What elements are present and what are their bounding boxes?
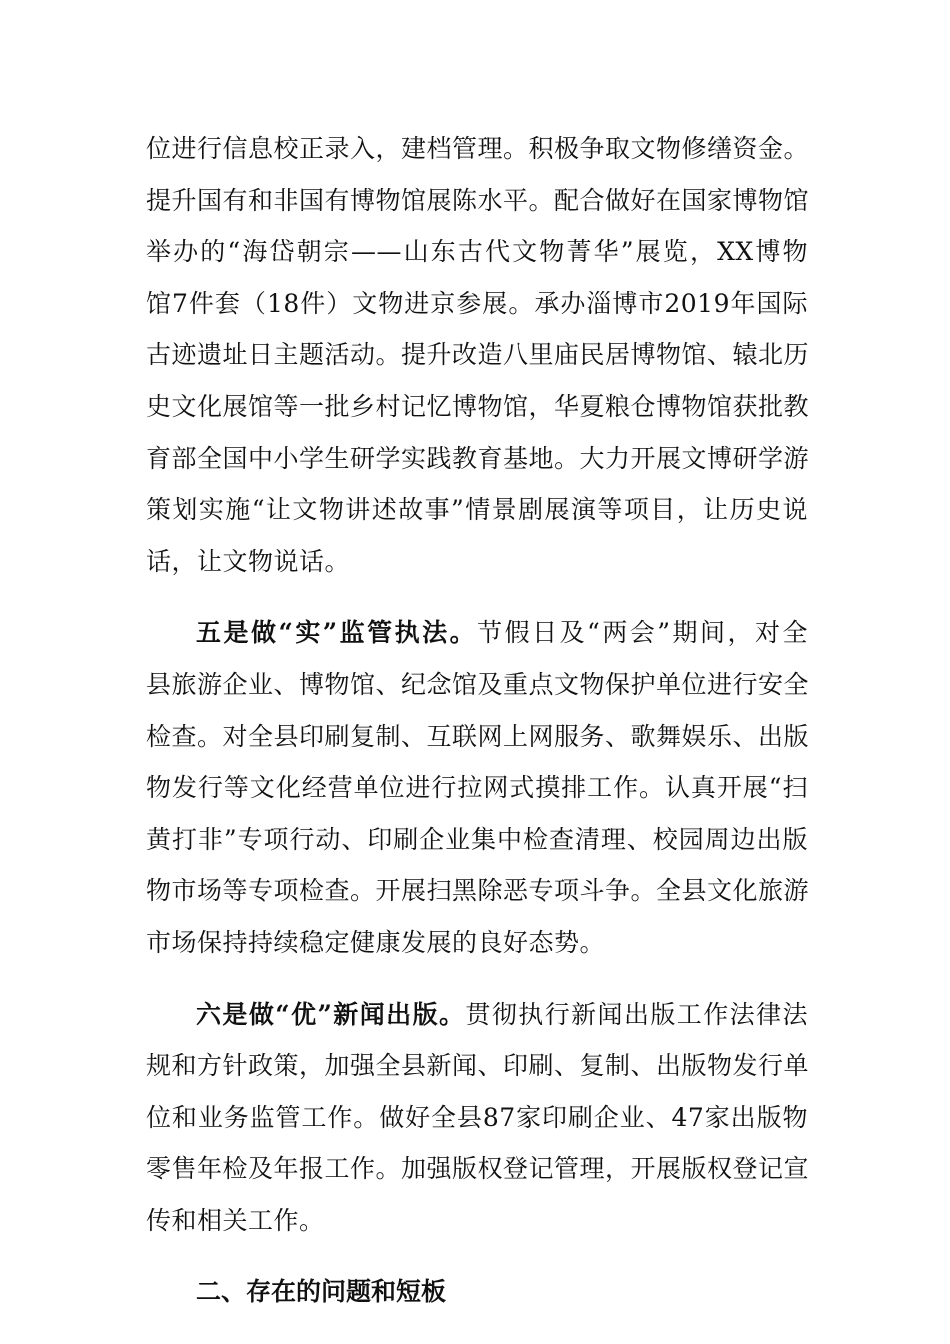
text-line: 史文化展馆等一批乡村记忆博物馆，华夏粮仓博物馆获批教 xyxy=(146,391,810,421)
text-line: 物发行等文化经营单位进行拉网式摸排工作。认真开展“扫 xyxy=(146,773,808,803)
text-line xyxy=(146,607,808,659)
text-line: 县旅游企业、博物馆、纪念馆及重点文物保护单位进行安全 xyxy=(146,669,810,699)
text-line: 话，让文物说话。 xyxy=(146,546,351,576)
text-line: 零售年检及年报工作。加强版权登记管理，开展版权登记宣 xyxy=(146,1154,810,1184)
text-line: 育部全国中小学生研学实践教育基地。大力开展文博研学游 xyxy=(146,443,810,473)
text-line: 举办的“海岱朝宗——山东古代文物菁华”展览，XX博物 xyxy=(146,237,808,267)
text-line: 馆7件套（18件）文物进京参展。承办淄博市2019年国际 xyxy=(146,288,808,318)
paragraph-supervision xyxy=(146,607,808,968)
text-line: 传和相关工作。 xyxy=(146,1205,325,1235)
text-line xyxy=(146,989,808,1041)
text-line: 物市场等专项检查。开展扫黑除恶专项斗争。全县文化旅游 xyxy=(146,876,810,906)
text-line: 策划实施“让文物讲述故事”情景剧展演等项目，让历史说 xyxy=(146,495,808,525)
text-line: 规和方针政策，加强全县新闻、印刷、复制、出版物发行单 xyxy=(146,1051,810,1081)
text-line: 位进行信息校正录入，建档管理。积极争取文物修缮资金。 xyxy=(146,134,810,163)
paragraph-museums xyxy=(146,123,808,587)
paragraph-lead: 六是做“优”新闻出版。 xyxy=(196,999,466,1029)
text-line: 位和业务监管工作。做好全县87家印刷企业、47家出版物 xyxy=(146,1102,808,1132)
text-line: 市场保持持续稳定健康发展的良好态势。 xyxy=(146,927,606,957)
paragraph-text: 贯彻执行新闻出版工作法律法 xyxy=(465,999,808,1029)
paragraph-lead: 五是做“实”监管执法。 xyxy=(196,618,478,648)
text-line: 提升国有和非国有博物馆展陈水平。配合做好在国家博物馆 xyxy=(146,185,810,215)
document-body xyxy=(146,123,808,1318)
text-line: 检查。对全县印刷复制、互联网上网服务、歌舞娱乐、出版 xyxy=(146,721,810,751)
paragraph-text: 节假日及“两会”期间，对全 xyxy=(477,618,808,648)
text-line: 黄打非”专项行动、印刷企业集中检查清理、校园周边出版 xyxy=(146,824,808,854)
paragraph-publishing xyxy=(146,989,808,1247)
section-heading: 二、存在的问题和短板 xyxy=(196,1277,447,1307)
text-line: 古迹遗址日主题活动。提升改造八里庙民居博物馆、辕北历 xyxy=(146,340,810,370)
